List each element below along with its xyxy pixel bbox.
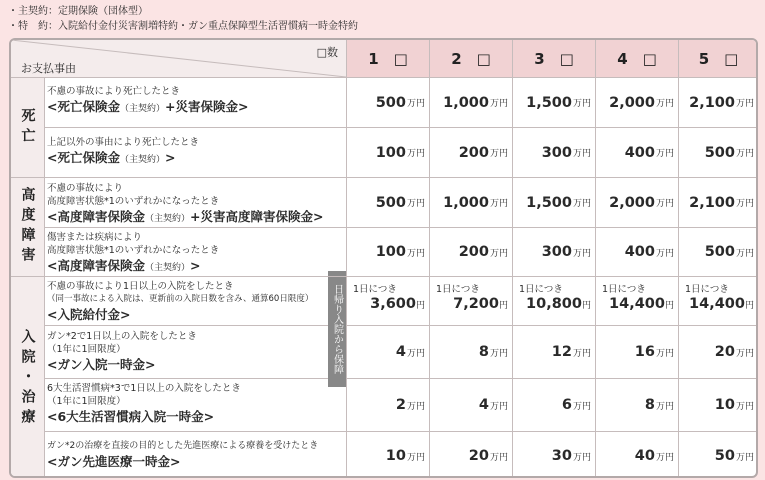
row-description-1 (47, 134, 343, 169)
grid-line (11, 77, 758, 78)
grid-line (44, 77, 45, 478)
row-note: ガン*2で1日以上の入院をしたとき (47, 331, 197, 342)
value-cell: 300 万円 (541, 144, 591, 161)
value-cell: 2 万円 (395, 397, 425, 413)
grid-line (44, 127, 758, 128)
value-cell: 100 万円 (375, 144, 425, 161)
count-label: □数 (316, 46, 338, 59)
column-header-4: 4 □ (596, 40, 678, 77)
value-cell: 1,000 万円 (443, 94, 508, 111)
row-note: 6大生活習慣病*3で1日以上の入院をしたとき (47, 383, 241, 394)
row-description-6 (47, 380, 325, 426)
row-note: 不慮の事故により死亡したとき (47, 86, 181, 97)
grid-line (678, 40, 679, 478)
daily-benefit-cell: 1日につき 14,400円 (685, 284, 754, 312)
value-cell: 400 万円 (624, 244, 674, 260)
row-title: <ガン入院一時金> (47, 357, 156, 372)
row-title: <死亡保険金（主契約）> (47, 150, 176, 165)
row-note: 高度障害状態*1のいずれかになったとき (47, 245, 220, 256)
value-cell: 10 万円 (385, 448, 425, 464)
day-trip-coverage-label: 日帰り入院から保障 (328, 271, 346, 387)
row-description-3 (47, 229, 343, 277)
value-cell: 1,000 万円 (443, 194, 508, 211)
row-description-2 (47, 180, 343, 228)
category-disability: 高度障害 (11, 178, 44, 276)
row-note: （同一事故による入院は、更新前の入院日数を含み、通算60日限度） (47, 294, 314, 304)
value-cell: 500 万円 (375, 194, 425, 211)
benefit-table (9, 38, 758, 478)
payment-reason-label: お支払事由 (21, 62, 76, 75)
value-cell: 30 万円 (551, 448, 591, 464)
daily-benefit-cell: 1日につき 7,200円 (436, 284, 508, 312)
value-cell: 500 万円 (375, 94, 425, 111)
value-cell: 200 万円 (458, 244, 508, 260)
row-note: ガン*2の治療を直接の目的とした先進医療による療養を受けたとき (47, 441, 319, 451)
value-cell: 6 万円 (561, 397, 591, 413)
row-description-7 (47, 438, 343, 471)
value-cell: 400 万円 (624, 144, 674, 161)
value-cell: 2,000 万円 (609, 194, 674, 211)
value-cell: 10 万円 (714, 397, 754, 413)
rider-line: ・特 約：入院給付金付災害割増特約・ガン重点保障型生活習慣病一時金特約 (8, 21, 358, 32)
value-cell: 2,100 万円 (689, 94, 754, 111)
row-note: 傷害または疾病により (47, 232, 143, 243)
value-cell: 2,000 万円 (609, 94, 674, 111)
row-title: <入院給付金> (47, 307, 131, 322)
category-hospital: 入院・治療 (11, 277, 44, 478)
daily-benefit-cell: 1日につき 3,600円 (353, 284, 425, 312)
value-cell: 40 万円 (634, 448, 674, 464)
value-cell: 1,500 万円 (526, 94, 591, 111)
grid-line (44, 325, 328, 326)
contract-header (8, 4, 358, 34)
grid-line (11, 276, 758, 277)
row-note: 高度障害状態*1のいずれかになったとき (47, 196, 220, 207)
grid-line (512, 40, 513, 478)
row-title: <高度障害保険金（主契約）+災害高度障害保険金> (47, 209, 324, 224)
value-cell: 4 万円 (395, 344, 425, 360)
table-corner-header (11, 40, 346, 77)
row-description-0 (47, 83, 343, 118)
value-cell: 12 万円 (551, 344, 591, 360)
value-cell: 16 万円 (634, 344, 674, 360)
row-title: <死亡保険金（主契約）+災害保険金> (47, 99, 249, 114)
grid-line (595, 40, 596, 478)
daily-benefit-cell: 1日につき 10,800円 (519, 284, 591, 312)
value-cell: 8 万円 (644, 397, 674, 413)
grid-line (11, 177, 758, 178)
value-cell: 300 万円 (541, 244, 591, 260)
grid-line (346, 40, 347, 478)
value-cell: 100 万円 (375, 244, 425, 260)
grid-line (346, 378, 758, 379)
grid-line (44, 227, 758, 228)
value-cell: 4 万円 (478, 397, 508, 413)
value-cell: 500 万円 (704, 244, 754, 260)
row-description-4 (47, 278, 325, 324)
grid-line (44, 378, 328, 379)
column-header-5: 5 □ (679, 40, 758, 77)
value-cell: 8 万円 (478, 344, 508, 360)
value-cell: 1,500 万円 (526, 194, 591, 211)
row-note: 上記以外の事由により死亡したとき (47, 137, 200, 148)
value-cell: 20 万円 (714, 344, 754, 360)
value-cell: 2,100 万円 (689, 194, 754, 211)
column-header-3: 3 □ (513, 40, 595, 77)
row-note: 不慮の事故により1日以上の入院をしたとき (47, 281, 234, 292)
value-cell: 50 万円 (714, 448, 754, 464)
daily-benefit-cell: 1日につき 14,400円 (602, 284, 674, 312)
value-cell: 20 万円 (468, 448, 508, 464)
grid-line (44, 431, 758, 432)
column-header-1: 1 □ (347, 40, 429, 77)
main-contract-line: ・主契約：定期保険（団体型） (8, 6, 148, 17)
row-title: <ガン先進医療一時金> (47, 454, 181, 469)
row-description-5 (47, 328, 325, 374)
row-note: （1年に1回限度） (47, 396, 126, 407)
row-title: <高度障害保険金（主契約）> (47, 258, 201, 273)
value-cell: 500 万円 (704, 144, 754, 161)
row-note: （1年に1回限度） (47, 344, 126, 355)
grid-line (346, 325, 758, 326)
column-header-2: 2 □ (430, 40, 512, 77)
category-death: 死亡 (11, 78, 44, 177)
row-note: 不慮の事故により (47, 183, 124, 194)
grid-line (429, 40, 430, 478)
value-cell: 200 万円 (458, 144, 508, 161)
row-title: <6大生活習慣病入院一時金> (47, 409, 215, 424)
